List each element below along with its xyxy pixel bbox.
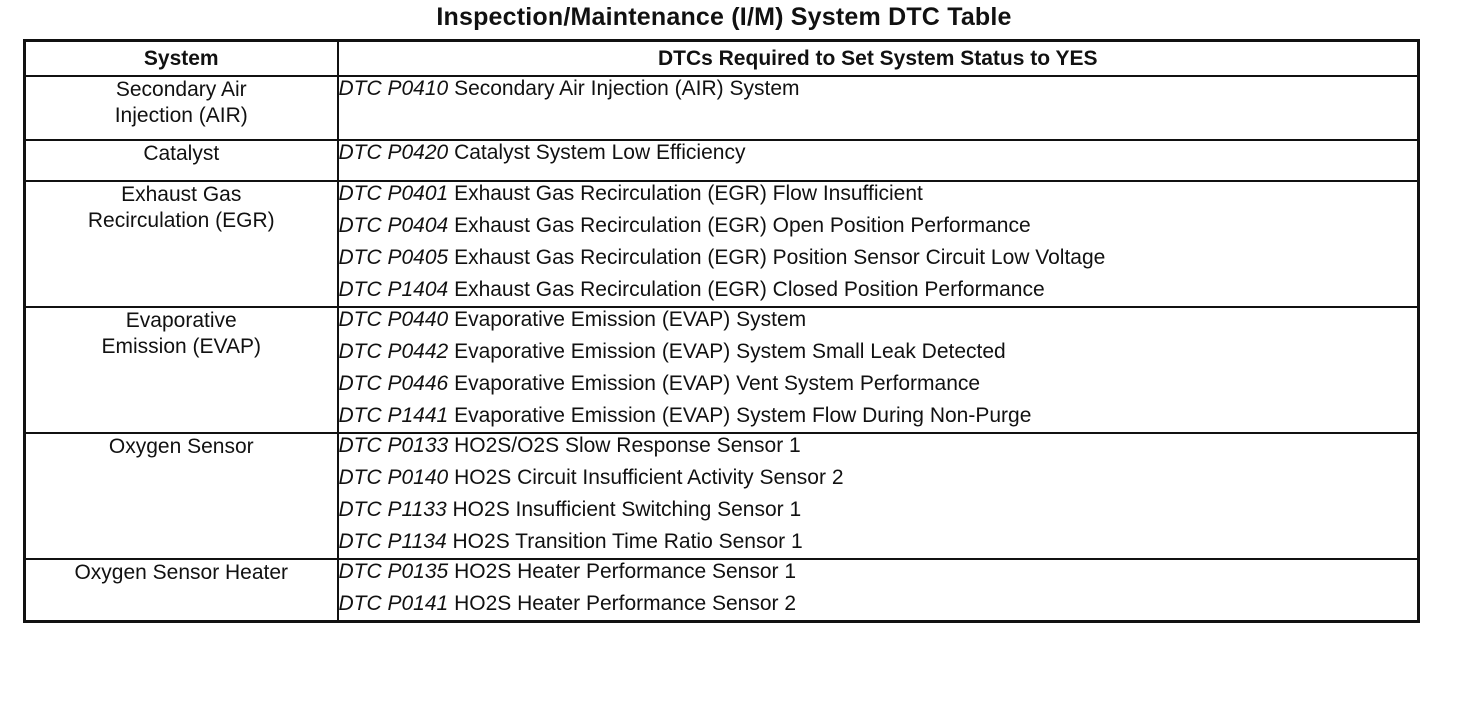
dtc-code: DTC P0440: [338, 308, 449, 331]
page-title: Inspection/Maintenance (I/M) System DTC Table: [436, 3, 1012, 31]
system-name-line: Evaporative: [125, 309, 237, 332]
dtc-description: Exhaust Gas Recirculation (EGR) Position Sensor Circuit Low Voltage: [454, 246, 1106, 269]
table-header-row: [25, 41, 1419, 77]
system-column-header: System: [25, 41, 338, 77]
dtc-code: DTC P1404: [338, 278, 449, 301]
dtc-code: DTC P0135: [338, 560, 449, 583]
dtc-entry: [339, 404, 1418, 432]
system-name-line: Recirculation (EGR): [87, 209, 275, 232]
table-row: [25, 559, 1419, 622]
dtc-entry: [339, 560, 1418, 592]
dtc-list-cell: [338, 433, 1419, 559]
dtc-entry: [339, 530, 1418, 558]
dtc-entry: [339, 592, 1418, 620]
system-name-line: Injection (AIR): [114, 104, 248, 127]
system-name-line: Oxygen Sensor: [108, 435, 254, 458]
dtc-description: Catalyst System Low Efficiency: [454, 141, 746, 164]
table-row: [25, 76, 1419, 140]
dtc-description: HO2S Heater Performance Sensor 1: [454, 560, 797, 583]
dtc-entry: [339, 77, 1418, 105]
system-cell: [25, 559, 338, 622]
dtc-entry: [339, 434, 1418, 466]
table-row: [25, 140, 1419, 181]
system-cell: [25, 76, 338, 140]
dtc-code: DTC P0404: [338, 214, 449, 237]
dtc-code: DTC P0442: [338, 340, 449, 363]
dtc-code: DTC P1133: [338, 498, 447, 521]
dtc-list-cell: [338, 559, 1419, 622]
dtc-entry: [339, 372, 1418, 404]
dtc-list-cell: [338, 181, 1419, 307]
dtc-entry: [339, 498, 1418, 530]
dtc-description: Exhaust Gas Recirculation (EGR) Closed Position Performance: [454, 278, 1045, 301]
system-name-line: Oxygen Sensor Heater: [74, 561, 289, 584]
dtc-description: Evaporative Emission (EVAP) System: [454, 308, 807, 331]
dtc-description: HO2S/O2S Slow Response Sensor 1: [454, 434, 801, 457]
dtc-description: Evaporative Emission (EVAP) System Small Leak Detected: [454, 340, 1006, 363]
dtc-table: [23, 39, 1420, 623]
system-name-line: Emission (EVAP): [101, 335, 261, 358]
dtc-description: HO2S Circuit Insufficient Activity Sensor 2: [454, 466, 844, 489]
dtc-description: HO2S Heater Performance Sensor 2: [454, 592, 797, 615]
dtc-code: DTC P1134: [338, 530, 447, 553]
dtc-code: DTC P1441: [338, 404, 449, 427]
dtc-entry: [339, 466, 1418, 498]
dtc-entry: [339, 182, 1418, 214]
dtc-list-cell: [338, 140, 1419, 181]
dtc-description: HO2S Insufficient Switching Sensor 1: [452, 498, 802, 521]
dtc-list-cell: [338, 76, 1419, 140]
dtc-entry: [339, 340, 1418, 372]
system-cell: [25, 181, 338, 307]
dtc-description: HO2S Transition Time Ratio Sensor 1: [452, 530, 803, 553]
dtc-description: Secondary Air Injection (AIR) System: [454, 77, 800, 100]
dtc-code: DTC P0141: [338, 592, 449, 615]
dtc-list-cell: [338, 307, 1419, 433]
dtc-entry: [339, 278, 1418, 306]
dtc-description: Exhaust Gas Recirculation (EGR) Flow Insufficient: [454, 182, 923, 205]
table-row: [25, 181, 1419, 307]
table-row: [25, 307, 1419, 433]
system-name-line: Secondary Air: [115, 78, 247, 101]
dtc-entry: [339, 141, 1418, 169]
dtc-code: DTC P0420: [338, 141, 449, 164]
system-cell: [25, 307, 338, 433]
dtc-entry: [339, 246, 1418, 278]
dtc-description: Exhaust Gas Recirculation (EGR) Open Position Performance: [454, 214, 1031, 237]
dtc-description: Evaporative Emission (EVAP) System Flow During Non-Purge: [454, 404, 1032, 427]
dtc-entry: [339, 308, 1418, 340]
table-row: [25, 433, 1419, 559]
system-cell: [25, 140, 338, 181]
system-cell: [25, 433, 338, 559]
system-name-line: Catalyst: [143, 142, 220, 165]
system-name-line: Exhaust Gas: [121, 183, 242, 206]
dtcs-column-header: DTCs Required to Set System Status to YES: [338, 41, 1419, 77]
dtc-code: DTC P0133: [338, 434, 449, 457]
dtc-description: Evaporative Emission (EVAP) Vent System Performance: [454, 372, 981, 395]
dtc-code: DTC P0405: [338, 246, 449, 269]
dtc-code: DTC P0140: [338, 466, 449, 489]
dtc-code: DTC P0410: [338, 77, 449, 100]
dtc-code: DTC P0401: [338, 182, 449, 205]
dtc-code: DTC P0446: [338, 372, 449, 395]
dtc-entry: [339, 214, 1418, 246]
